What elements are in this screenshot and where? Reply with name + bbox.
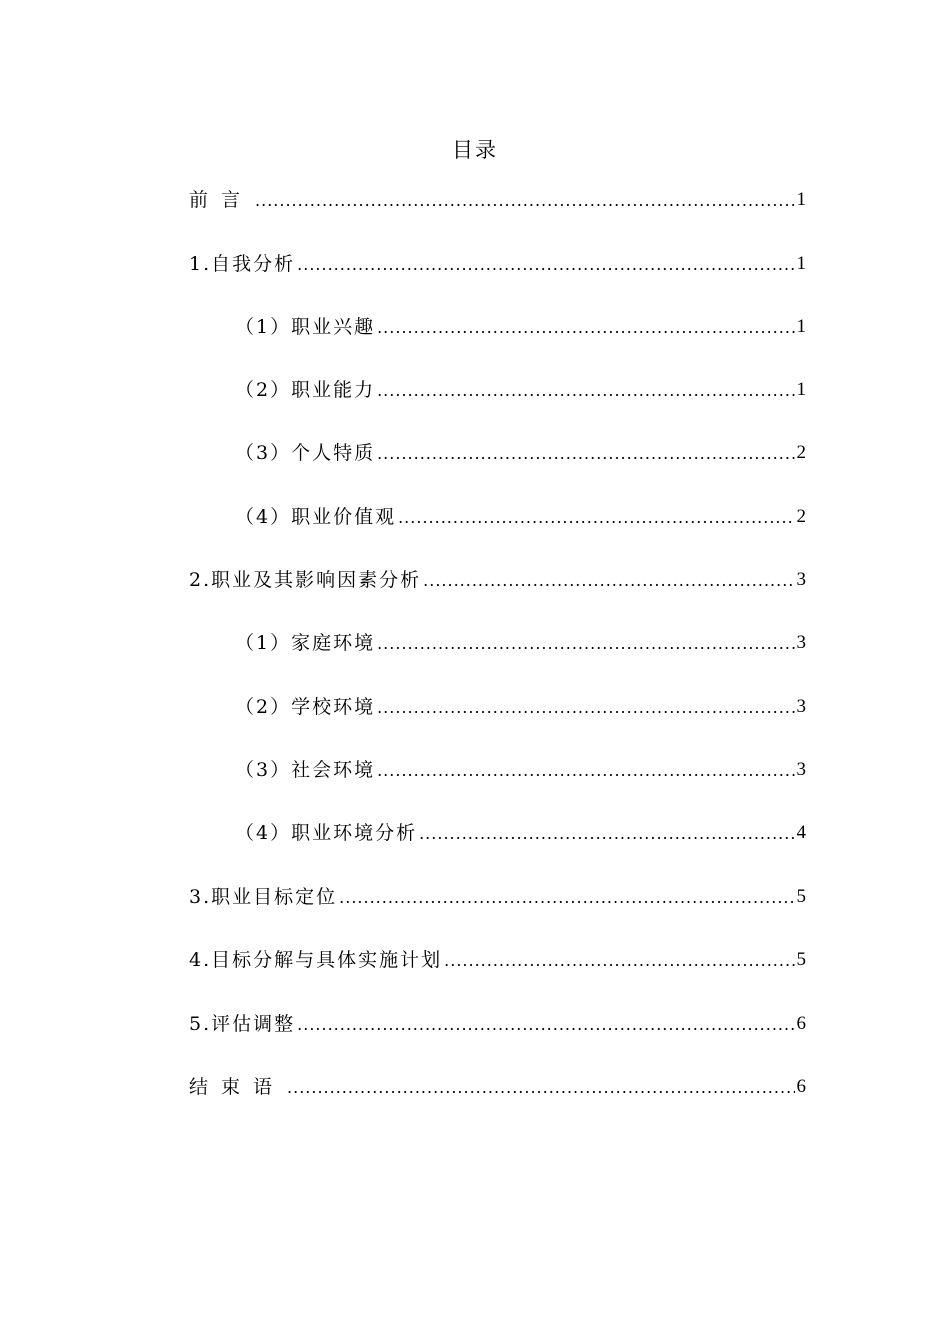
toc-entry-career-interest[interactable] (235, 314, 806, 340)
toc-page-number: 3 (796, 759, 806, 780)
toc-entry-social-environment[interactable] (235, 757, 806, 783)
dot-leader (444, 949, 794, 973)
toc-entry-self-analysis[interactable] (189, 251, 806, 277)
toc-entry-label: （4）职业环境分析 (235, 822, 418, 844)
toc-page-number: 2 (796, 506, 806, 527)
toc-page-number: 5 (796, 886, 806, 907)
toc-entry-label: （2）学校环境 (235, 696, 376, 718)
toc-entry-school-environment[interactable] (235, 694, 806, 720)
dot-leader (377, 379, 794, 403)
toc-entry-label: 1.自我分析 (189, 253, 296, 275)
toc-page-number: 6 (796, 1013, 806, 1034)
toc-entry-personal-traits[interactable] (235, 440, 806, 466)
toc-entry-label: 3.职业目标定位 (189, 886, 338, 908)
toc-page-number: 6 (796, 1076, 806, 1097)
dot-leader (377, 696, 794, 720)
toc-page-number: 3 (796, 632, 806, 653)
toc-entry-implementation-plan[interactable] (189, 947, 806, 973)
toc-entry-label: 2.职业及其影响因素分析 (189, 569, 422, 591)
toc-entry-label: （4）职业价值观 (235, 506, 397, 528)
toc-page-number: 3 (796, 569, 806, 590)
toc-entry-label: 5.评估调整 (189, 1013, 296, 1035)
dot-leader (339, 886, 794, 910)
dot-leader (377, 759, 794, 783)
dot-leader (297, 1013, 794, 1037)
dot-leader (377, 316, 794, 340)
toc-entry-career-values[interactable] (235, 504, 806, 530)
toc-entry-label: （1）家庭环境 (235, 632, 376, 654)
toc-page-number: 3 (796, 696, 806, 717)
toc-entry-label: 结束语 (189, 1076, 286, 1098)
toc-page-number: 4 (796, 822, 806, 843)
dot-leader (377, 632, 794, 656)
toc-entry-career-goal[interactable] (189, 884, 806, 910)
toc-entry-label: （3）社会环境 (235, 759, 376, 781)
toc-entry-label: 前言 (189, 189, 254, 211)
toc-entry-label: （1）职业兴趣 (235, 316, 376, 338)
toc-entry-career-factors[interactable] (189, 567, 806, 593)
toc-title: 目录 (452, 138, 498, 162)
toc-page-number: 2 (796, 442, 806, 463)
toc-entry-preface[interactable] (189, 187, 806, 213)
toc-page-number: 5 (796, 949, 806, 970)
dot-leader (287, 1076, 794, 1100)
toc-page-number: 1 (796, 316, 806, 337)
dot-leader (398, 506, 794, 530)
toc-page-number: 1 (796, 253, 806, 274)
dot-leader (297, 253, 794, 277)
toc-entry-evaluation[interactable] (189, 1011, 806, 1037)
toc-entry-career-environment-analysis[interactable] (235, 820, 806, 846)
toc-entry-label: 4.目标分解与具体实施计划 (189, 949, 443, 971)
dot-leader (377, 442, 794, 466)
dot-leader (255, 189, 794, 213)
toc-entry-label: （2）职业能力 (235, 379, 376, 401)
toc-entry-family-environment[interactable] (235, 630, 806, 656)
dot-leader (423, 569, 794, 593)
toc-entry-label: （3）个人特质 (235, 442, 376, 464)
toc-page-number: 1 (796, 189, 806, 210)
toc-entry-conclusion[interactable] (189, 1074, 806, 1100)
dot-leader (419, 822, 794, 846)
toc-entry-career-ability[interactable] (235, 377, 806, 403)
toc-page-number: 1 (796, 379, 806, 400)
